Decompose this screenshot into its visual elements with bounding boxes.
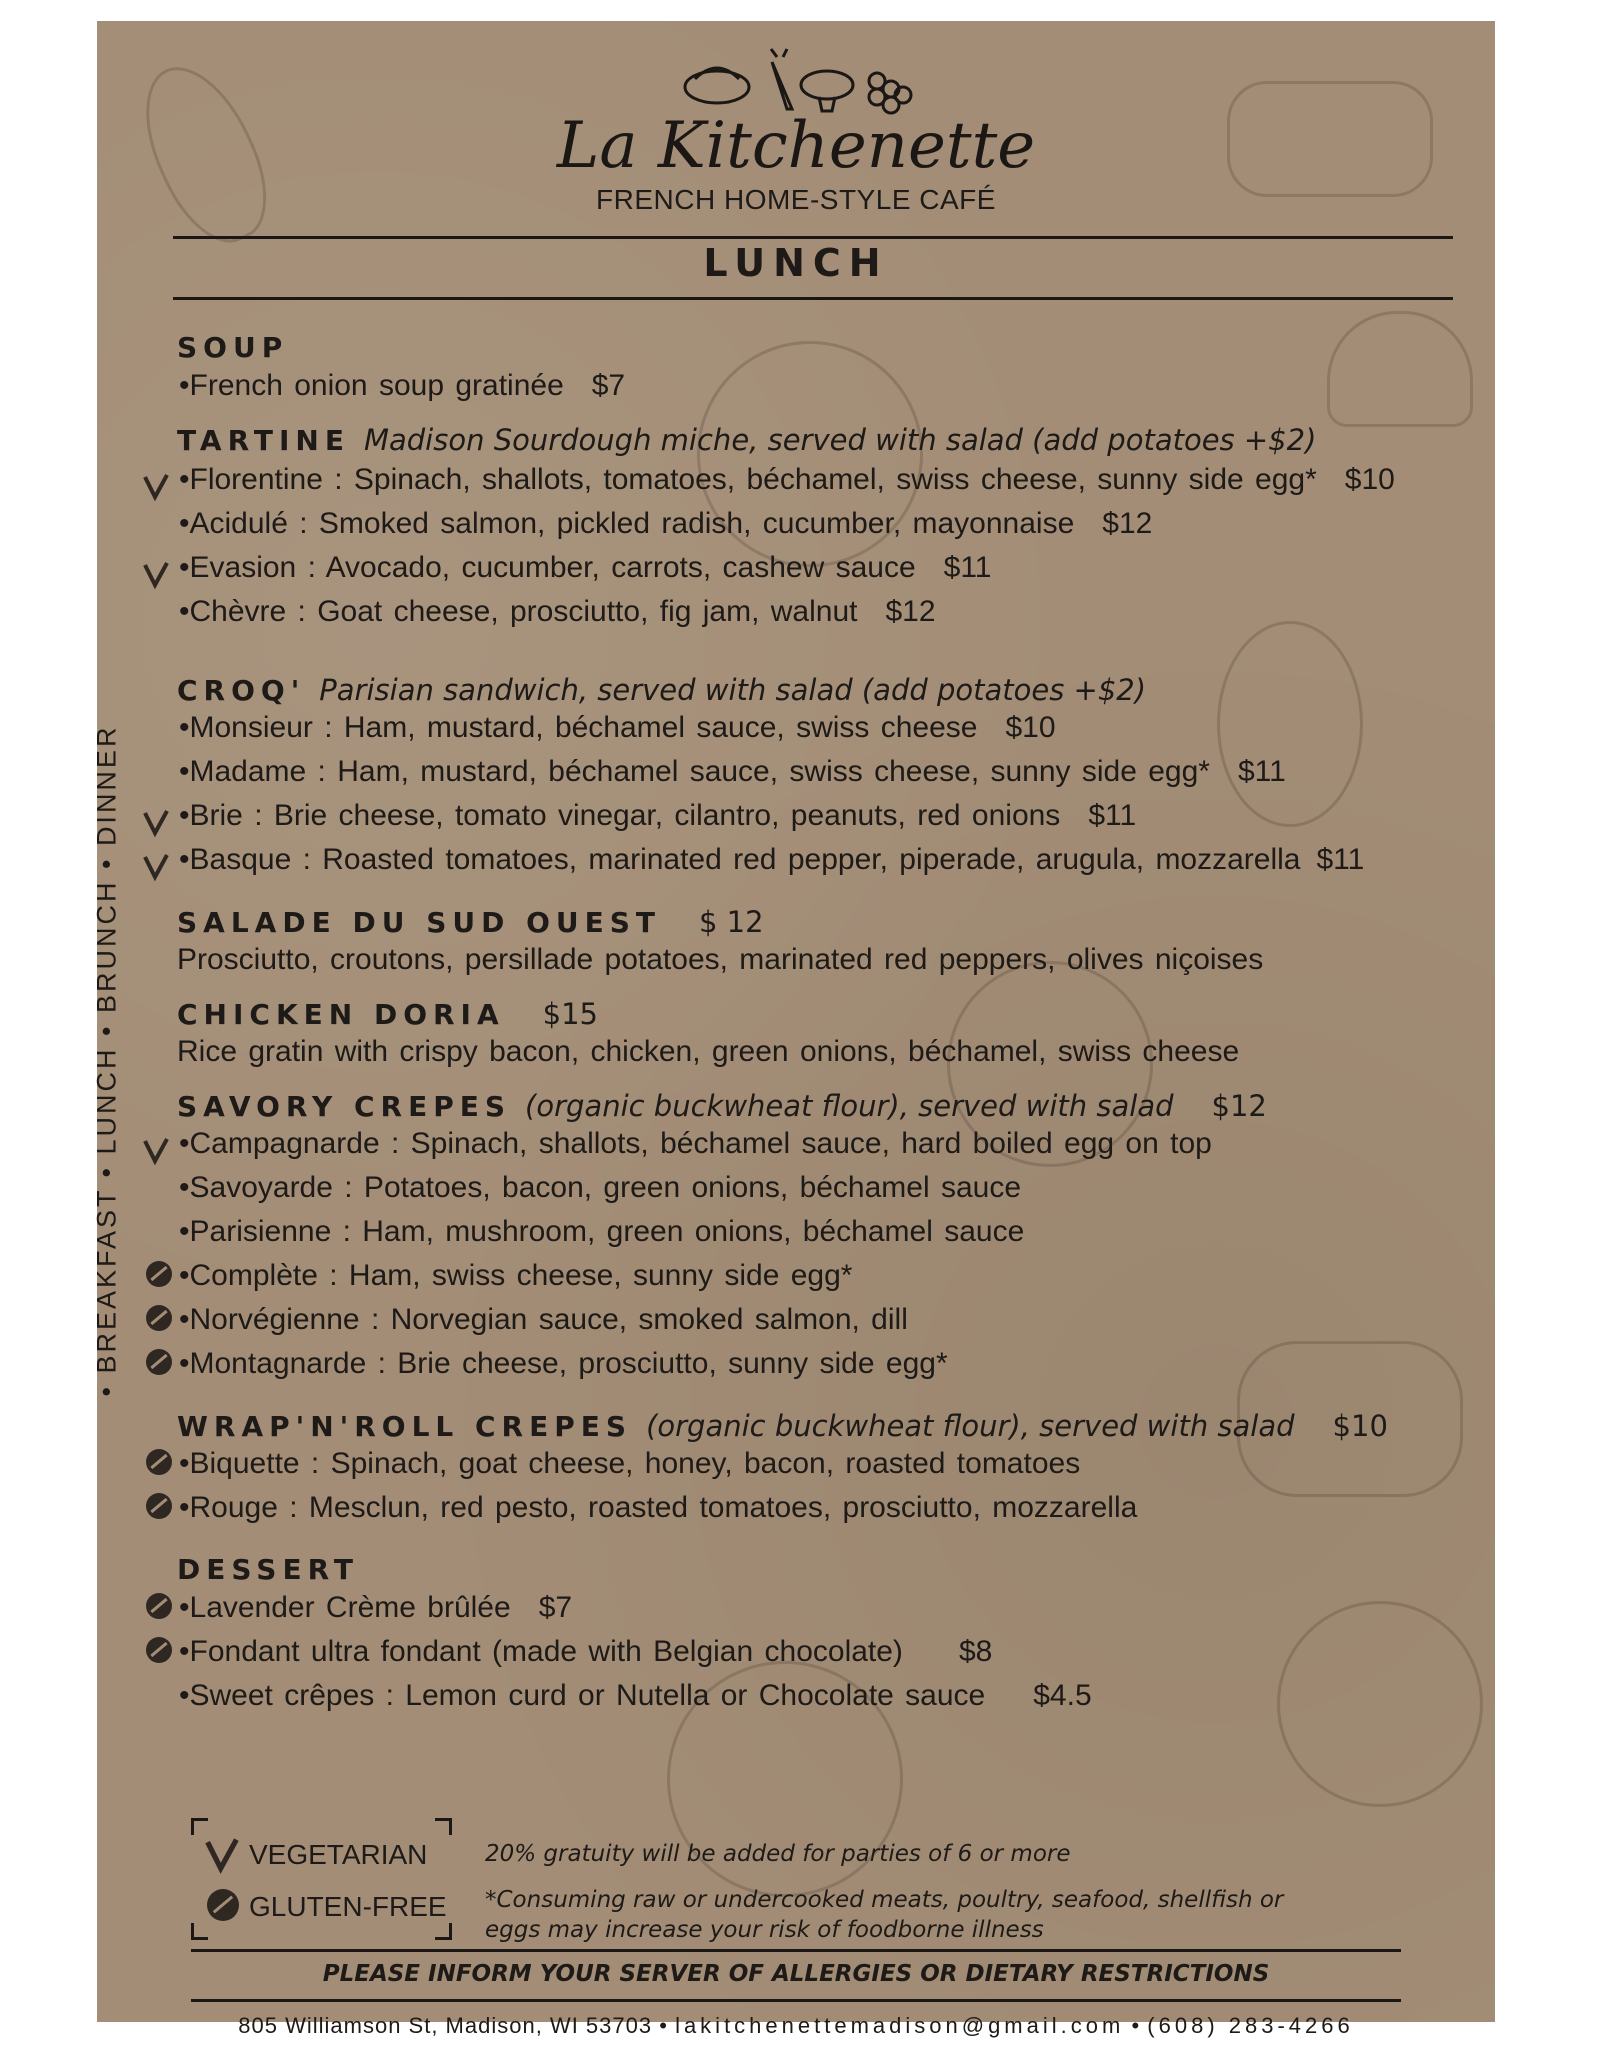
legend-bracket (191, 1818, 208, 1835)
item-price: $7 (538, 1591, 573, 1624)
legend-bracket (191, 1923, 208, 1940)
item-price: $11 (943, 551, 992, 584)
menu-card (91, 21, 1495, 2038)
brand-name: La Kitchenette (556, 109, 1036, 183)
item-price: $10 (1005, 711, 1056, 744)
section-description: Rice gratin with crispy bacon, chicken, green onions, béchamel, swiss cheese (177, 1035, 1240, 1068)
pineapple-sketch-icon (1217, 621, 1363, 827)
savory-crepes-heading: SAVORY CREPES (organic buckwheat flour), served with salad $12 (177, 1089, 1267, 1123)
legend-bracket (435, 1818, 452, 1835)
menu-item: •Chèvre : Goat cheese, prosciutto, fig jam, walnut $12 (179, 595, 936, 628)
vegetarian-icon (143, 1137, 169, 1163)
menu-title: LUNCH (703, 241, 889, 285)
item-price: $12 (1102, 507, 1153, 540)
item-price: $7 (591, 369, 626, 402)
vegetarian-icon (205, 1837, 239, 1871)
gluten-free-icon (146, 1493, 172, 1519)
email: lakitchenettemadison@gmail.com (675, 2013, 1125, 2038)
kitchen-tools-logo-icon (677, 47, 917, 117)
section-note: (organic buckwheat flour), served with salad (525, 1089, 1174, 1123)
menu-item: •Basque : Roasted tomatoes, marinated red pepper, piperade, arugula, mozzarella $11 (179, 843, 1365, 876)
croq-heading: CROQ' Parisian sandwich, served with salad (add potatoes +$2) (177, 673, 1147, 707)
separator-dot: • (1131, 2013, 1148, 2038)
menu-item: •Savoyarde : Potatoes, bacon, green onions, béchamel sauce (179, 1171, 1022, 1204)
item-price: $10 (1344, 463, 1395, 496)
menu-item: •Sweet crêpes : Lemon curd or Nutella or Chocolate sauce $4.5 (179, 1679, 1092, 1712)
vegetarian-icon (143, 473, 169, 499)
gluten-free-label: GLUTEN-FREE (249, 1891, 447, 1922)
menu-item: •Rouge : Mesclun, red pesto, roasted tomatoes, prosciutto, mozzarella (179, 1491, 1138, 1524)
menu-item: •Montagnarde : Brie cheese, prosciutto, sunny side egg* (179, 1347, 948, 1380)
menu-item: •Lavender Crème brûlée $7 (179, 1591, 573, 1624)
menu-item: •Acidulé : Smoked salmon, pickled radish, cucumber, mayonnaise $12 (179, 507, 1153, 540)
section-note: Parisian sandwich, served with salad (add potatoes +$2) (319, 673, 1147, 707)
gluten-free-icon (146, 1593, 172, 1619)
separator-dot: • (659, 2013, 676, 2038)
vegetarian-icon (143, 809, 169, 835)
section-price: $10 (1332, 1409, 1388, 1443)
menu-item: •Monsieur : Ham, mustard, béchamel sauce, swiss cheese $10 (179, 711, 1056, 744)
contact-footer (97, 2013, 1495, 2039)
soup-heading: SOUP (177, 331, 289, 364)
lemon-sketch-icon (1277, 1601, 1483, 1807)
menu-item: •Brie : Brie cheese, tomato vinegar, cilantro, peanuts, red onions $11 (179, 799, 1137, 832)
menu-item: •Norvégienne : Norvegian sauce, smoked salmon, dill (179, 1303, 908, 1336)
address: 805 Williamson St, Madison, WI 53703 (238, 2013, 653, 2038)
gluten-free-icon (146, 1449, 172, 1475)
menu-item: •Campagnarde : Spinach, shallots, béchamel sauce, hard boiled egg on top (179, 1127, 1212, 1160)
gluten-free-icon (146, 1261, 172, 1287)
footer-rule-top (191, 1949, 1401, 1952)
menu-item: •Fondant ultra fondant (made with Belgian chocolate) $8 (179, 1635, 993, 1668)
tartine-heading: TARTINE Madison Sourdough miche, served with salad (add potatoes +$2) (177, 423, 1317, 457)
vegetarian-label: VEGETARIAN (249, 1839, 428, 1870)
menu-item: •Complète : Ham, swiss cheese, sunny side egg* (179, 1259, 853, 1292)
vegetarian-icon (143, 853, 169, 879)
brand-tagline: FRENCH HOME-STYLE CAFÉ (596, 184, 996, 215)
gluten-free-icon (146, 1305, 172, 1331)
item-price: $4.5 (1033, 1679, 1092, 1712)
menu-item: •Madame : Ham, mustard, béchamel sauce, swiss cheese, sunny side egg* $11 (179, 755, 1286, 788)
section-description: Prosciutto, croutons, persillade potatoes, marinated red peppers, olives niçoises (177, 943, 1264, 976)
menu-item: •Florentine : Spinach, shallots, tomatoes, béchamel, swiss cheese, sunny side egg* $10 (179, 463, 1395, 496)
section-price: $12 (1211, 1089, 1267, 1123)
section-note: (organic buckwheat flour), served with salad (646, 1409, 1295, 1443)
section-price: $ 12 (699, 905, 764, 939)
header-rule-top (173, 236, 1453, 239)
dessert-heading: DESSERT (177, 1553, 359, 1586)
mushroom-sketch-icon (1327, 311, 1473, 427)
menu-item: •Parisienne : Ham, mushroom, green onions, béchamel sauce (179, 1215, 1025, 1248)
item-price: $11 (1237, 755, 1286, 788)
menu-item: •Evasion : Avocado, cucumber, carrots, cashew sauce $11 (179, 551, 992, 584)
phone: (608) 283-4266 (1147, 2013, 1354, 2038)
item-price: $11 (1316, 843, 1365, 876)
consumption-warning-line-2: eggs may increase your risk of foodborne illness (485, 1917, 1044, 1943)
section-note: Madison Sourdough miche, served with salad (add potatoes +$2) (363, 423, 1317, 457)
consumption-warning-line-1: *Consuming raw or undercooked meats, poultry, seafood, shellfish or (485, 1887, 1284, 1913)
meal-times-text: • BREAKFAST • LUNCH • BRUNCH • DINNER (91, 724, 122, 1397)
gluten-free-icon (146, 1637, 172, 1663)
legend-bracket (435, 1923, 452, 1940)
footer-rule-bottom (191, 1999, 1401, 2002)
item-price: $12 (885, 595, 936, 628)
salade-heading: SALADE DU SUD OUEST $ 12 (177, 905, 764, 939)
gluten-free-icon (146, 1349, 172, 1375)
vegetarian-icon (143, 561, 169, 587)
menu-item: •French onion soup gratinée $7 (179, 369, 626, 402)
doria-heading: CHICKEN DORIA $15 (177, 997, 599, 1031)
menu-item: •Biquette : Spinach, goat cheese, honey, bacon, roasted tomatoes (179, 1447, 1081, 1480)
gluten-free-icon (207, 1889, 239, 1921)
item-price: $11 (1088, 799, 1137, 832)
item-price: $8 (958, 1635, 993, 1668)
gratuity-note: 20% gratuity will be added for parties of 6 or more (485, 1841, 1071, 1867)
header-rule-bottom (173, 297, 1453, 300)
allergy-notice: PLEASE INFORM YOUR SERVER OF ALLERGIES OR DIETARY RESTRICTIONS (322, 1961, 1270, 1987)
wrap-crepes-heading: WRAP'N'ROLL CREPES (organic buckwheat flour), served with salad $10 (177, 1409, 1388, 1443)
section-price: $15 (542, 997, 599, 1031)
